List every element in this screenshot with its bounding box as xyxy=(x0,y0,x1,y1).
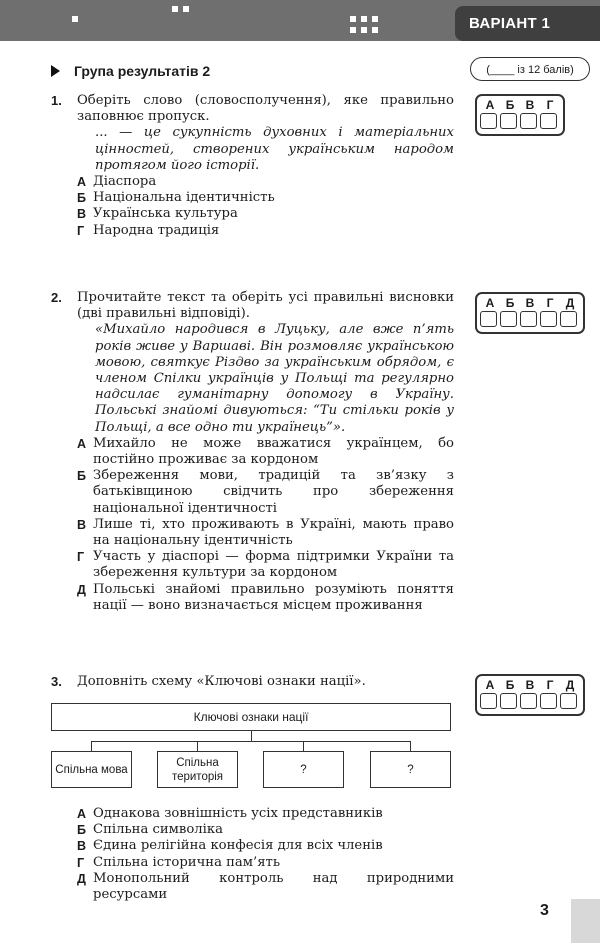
answer-box[interactable] xyxy=(540,113,557,129)
answer-option-a: А Діаспора xyxy=(77,174,157,190)
answer-box[interactable] xyxy=(520,113,537,129)
question-quote: «Михайло народився в Луцьку, але вже п’ять років живе у Варшаві. Він розмовляє українською мовою, святкує Різдво за українським обрядом, є членом Спілки українців у Польщі та регулярно надсилає гуманітарну допомогу в Україну. Польські знайомі дивуються: “Ти стільки років у Польщі, а все одно ти українець”». xyxy=(95,322,454,435)
question-3 xyxy=(51,674,454,690)
answer-option-a: А Однакова зовнішність усіх представників xyxy=(77,806,383,821)
answer-box[interactable] xyxy=(500,693,517,709)
decor-square xyxy=(350,16,356,22)
page-edge-bar xyxy=(571,899,600,943)
decor-square xyxy=(350,27,356,33)
scheme-box-blank: ? xyxy=(370,751,451,788)
answer-option-c: В Українська культура xyxy=(77,206,238,222)
question-number: 2. xyxy=(51,290,62,305)
question-3-options xyxy=(51,806,454,903)
question-quote: ... — це сукупність духовних і матеріальних цінностей, створених українським народом протягом його історії. xyxy=(95,125,454,173)
answer-option-d: Г Спільна історична пам’ять xyxy=(77,854,281,870)
scheme-connector xyxy=(91,741,411,742)
answer-option-c: В Єдина релігійна конфесія для всіх членів xyxy=(77,838,383,854)
answer-box[interactable] xyxy=(520,311,537,327)
answer-option-c: В Лише ті, хто проживають в Україні, мають право на національну ідентичність xyxy=(77,516,454,549)
question-number: 3. xyxy=(51,674,62,689)
answer-box[interactable] xyxy=(560,693,577,709)
decor-square xyxy=(361,16,367,22)
decor-square xyxy=(172,6,178,12)
decor-square xyxy=(183,6,189,12)
question-1 xyxy=(51,93,454,239)
answer-box[interactable] xyxy=(500,113,517,129)
question-text: Прочитайте текст та оберіть усі правильні висновки (дві правильні відповіді). xyxy=(77,290,454,322)
variant-tab: ВАРІАНТ 1 xyxy=(455,6,600,41)
scheme-connector xyxy=(303,741,304,751)
answer-box[interactable] xyxy=(560,311,577,327)
answer-grid-q2: А Б В Г Д xyxy=(475,292,585,334)
scheme-connector xyxy=(91,741,92,751)
question-2 xyxy=(51,290,454,614)
scheme-box: Спільна територія xyxy=(157,751,238,788)
answer-grid-q1: А Б В Г xyxy=(475,94,565,136)
answer-grid-q3: А Б В Г Д xyxy=(475,674,585,716)
decor-square xyxy=(372,16,378,22)
scheme-box: Спільна мова xyxy=(51,751,132,788)
answer-option-e: Д Монопольний контроль над природними ресурсами xyxy=(77,870,454,903)
scheme-connector xyxy=(251,731,252,741)
answer-option-b: Б Національна ідентичність xyxy=(77,190,275,206)
answer-box[interactable] xyxy=(480,311,497,327)
question-text: Оберіть слово (словосполучення), яке правильно заповнює пропуск. xyxy=(77,93,454,125)
answer-box[interactable] xyxy=(520,693,537,709)
answer-box[interactable] xyxy=(540,311,557,327)
decor-square xyxy=(361,27,367,33)
decor-square xyxy=(372,27,378,33)
answer-option-d: Г Народна традиція xyxy=(77,222,220,238)
scheme-connector xyxy=(410,741,411,751)
scheme-connector xyxy=(197,741,198,751)
answer-box[interactable] xyxy=(540,693,557,709)
answer-option-b: Б Збереження мови, традицій та зв’язку з батьківщиною свідчить про збереження національної ідентичності xyxy=(77,468,454,516)
decor-square xyxy=(72,16,78,22)
answer-option-a: А Михайло не може вважатися українцем, бо постійно проживає за кордоном xyxy=(77,435,454,468)
question-text: Доповніть схему «Ключові ознаки нації». xyxy=(77,674,366,689)
scheme-box-blank: ? xyxy=(263,751,344,788)
triangle-bullet-icon xyxy=(51,65,60,77)
scheme-title-box: Ключові ознаки нації xyxy=(51,703,451,731)
question-number: 1. xyxy=(51,93,62,108)
answer-option-d: Г Участь у діаспорі — форма підтримки України та збереження культури за кордоном xyxy=(77,549,454,581)
score-field: (____ із 12 балів) xyxy=(470,57,590,81)
section-title: Група результатів 2 xyxy=(74,63,211,79)
answer-box[interactable] xyxy=(480,113,497,129)
section-heading xyxy=(51,63,210,79)
page-number: 3 xyxy=(540,902,549,919)
answer-box[interactable] xyxy=(500,311,517,327)
answer-option-b: Б Спільна символіка xyxy=(77,822,223,838)
answer-option-e: Д Польські знайомі правильно розуміють поняття нації — воно визначається місцем проживання xyxy=(77,581,454,613)
answer-box[interactable] xyxy=(480,693,497,709)
